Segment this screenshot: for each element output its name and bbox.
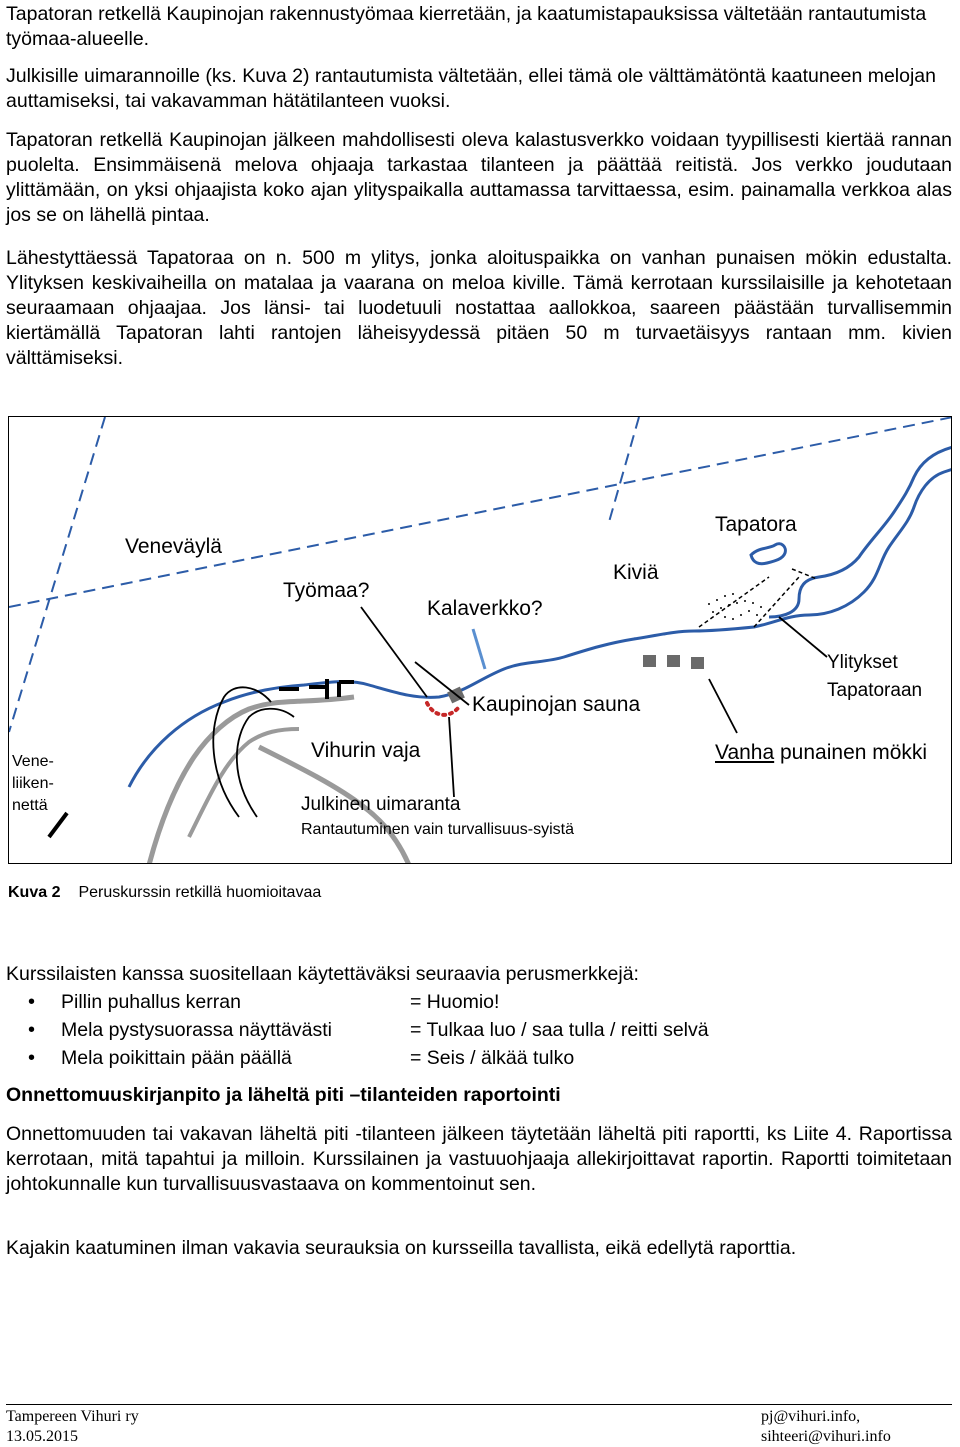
signal-meaning: = Tulkaa luo / saa tulla / reitti selvä <box>410 1019 709 1041</box>
cottage-building-1 <box>643 655 656 667</box>
label-mokki-underlined: Vanha <box>715 741 775 764</box>
arrow-tyomaa <box>361 607 427 697</box>
signal-text: Mela pystysuorassa näyttävästi <box>61 1019 332 1041</box>
signal-text: Mela poikittain pään päällä <box>61 1047 292 1069</box>
footer-right <box>761 1407 891 1447</box>
label-liikenne-2: liiken- <box>12 775 54 792</box>
cottage-building-2 <box>667 655 680 667</box>
footer-left <box>6 1407 139 1447</box>
map-drawing <box>9 417 952 864</box>
footer-date: 13.05.2015 <box>6 1428 78 1445</box>
footer-org: Tampereen Vihuri ry <box>6 1408 139 1425</box>
bullet-icon: • <box>28 1047 36 1069</box>
label-venevayla: Veneväylä <box>125 535 222 558</box>
swim-area-dots <box>427 703 459 715</box>
label-mokki-rest: punainen mökki <box>774 741 928 764</box>
page-footer <box>6 1404 952 1445</box>
boat-lane-right-line <box>609 417 639 522</box>
label-tyomaa: Työmaa? <box>283 579 370 602</box>
bullet-icon: • <box>28 1019 36 1041</box>
boat-traffic-marker <box>49 813 67 837</box>
crossing-arrow-1 <box>699 577 769 627</box>
signals-section <box>6 960 952 1072</box>
label-liikenne-1: Vene- <box>12 753 54 770</box>
label-kalaverkko: Kalaverkko? <box>427 597 543 620</box>
paragraph-public-beaches: Julkisille uimarannoille (ks. Kuva 2) rantautumista vältetään, ellei tämä ole välttämätöntä kaatuneen melojan auttamiseksi, tai vakavamman hätätilanteen vuoksi. <box>6 65 936 112</box>
boat-lane-left-line <box>9 417 105 732</box>
signal-text: Pillin puhallus kerran <box>61 991 241 1013</box>
arrow-mokki <box>709 679 737 733</box>
label-kivia: Kiviä <box>613 561 659 584</box>
label-rantautuminen: Rantautuminen vain turvallisuus-syistä <box>301 821 575 838</box>
arrow-ylitykset <box>779 617 827 657</box>
signal-meaning: = Huomio! <box>410 991 500 1013</box>
label-ylitykset-1: Ylitykset <box>827 652 898 673</box>
cottage-building-3 <box>691 657 704 669</box>
paragraph-capsizing: Kajakin kaatuminen ilman vakavia seurauksia on kursseilla tavallista, eikä edellytä raporttia. <box>6 1237 797 1259</box>
label-tapatora: Tapatora <box>715 513 797 536</box>
route-map <box>8 416 952 864</box>
signal-meaning: = Seis / älkää tulko <box>410 1047 575 1069</box>
caption-text: Peruskurssin retkillä huomioitavaa <box>78 884 322 901</box>
signals-intro <box>6 960 952 988</box>
paragraph-construction-site: Tapatoran retkellä Kaupinojan rakennustyömaa kierretään, ja kaatumistapauksissa vältetään rantautumista työmaa-alueelle. <box>6 3 927 50</box>
fishing-net-line <box>473 629 485 669</box>
rocks-dots <box>708 593 762 620</box>
figure-caption <box>8 884 321 902</box>
section-heading: Onnettomuuskirjanpito ja läheltä piti –tilanteiden raportointi <box>6 1084 561 1106</box>
tapatora-island <box>751 544 785 564</box>
paragraph-fishing-net: Tapatoran retkellä Kaupinojan jälkeen mahdollisesti oleva kalastusverkko voidaan tyypillisesti kiertää rannan puolelta. Ensimmäisenä melova ohjaaja tarkastaa tilanteen ja päättää reitistä. Jos verkko joudutaan ylittämään, on yksi ohjaajista koko ajan ylityspaikalla auttamassa tarvittaessa, esim. painamalla verkkoa alas jos se on lähellä pintaa. <box>6 129 952 226</box>
signal-item <box>6 988 952 1016</box>
signals-intro-text: Kurssilaisten kanssa suositellaan käytettäväksi seuraavia perusmerkkejä: <box>6 963 639 985</box>
label-mokki <box>715 741 927 765</box>
label-sauna: Kaupinojan sauna <box>472 693 641 716</box>
paragraph-reporting: Onnettomuuden tai vakavan läheltä piti -tilanteen jälkeen täytetään läheltä piti raportti, ks Liite 4. Raportissa kerrotaan, mitä tapahtui ja milloin. Kurssilainen ja vastuuohjaaja allekirjoittavat raportin. Raportti toimitetaan johtokunnalle kun turvallisuusvastaava on kommentoinut sen. <box>6 1123 952 1195</box>
caption-label: Kuva 2 <box>8 884 61 901</box>
label-ylitykset-2: Tapatoraan <box>827 680 923 701</box>
bullet-icon: • <box>28 991 36 1013</box>
signal-item <box>6 1044 952 1072</box>
label-vaja: Vihurin vaja <box>311 739 421 762</box>
arrow-uimaranta <box>449 717 454 797</box>
signal-item <box>6 1016 952 1044</box>
tapatora-arrow <box>792 569 817 579</box>
footer-email-2: sihteeri@vihuri.info <box>761 1428 891 1445</box>
footer-email-1: pj@vihuri.info, <box>761 1408 861 1425</box>
paragraph-crossing: Lähestyttäessä Tapatoraa on n. 500 m ylitys, jonka aloituspaikka on vanhan punaisen mökin edustalta. Ylityksen keskivaiheilla on matalaa ja vaarana on meloa kiville. Tämä kerrotaan kurssilaisille ja kehotetaan seuraamaan ohjaajaa. Jos länsi- tai luodetuuli nostattaa aallokkoa, saareen päästään turvallisemmin kiertämällä Tapatoran lahti rantojen läheisyydessä pitäen 50 m turvaetäisyys rantaan mm. kivien välttämiseksi. <box>6 247 952 369</box>
label-liikenne-3: nettä <box>12 797 48 814</box>
label-uimaranta: Julkinen uimaranta <box>301 794 461 815</box>
